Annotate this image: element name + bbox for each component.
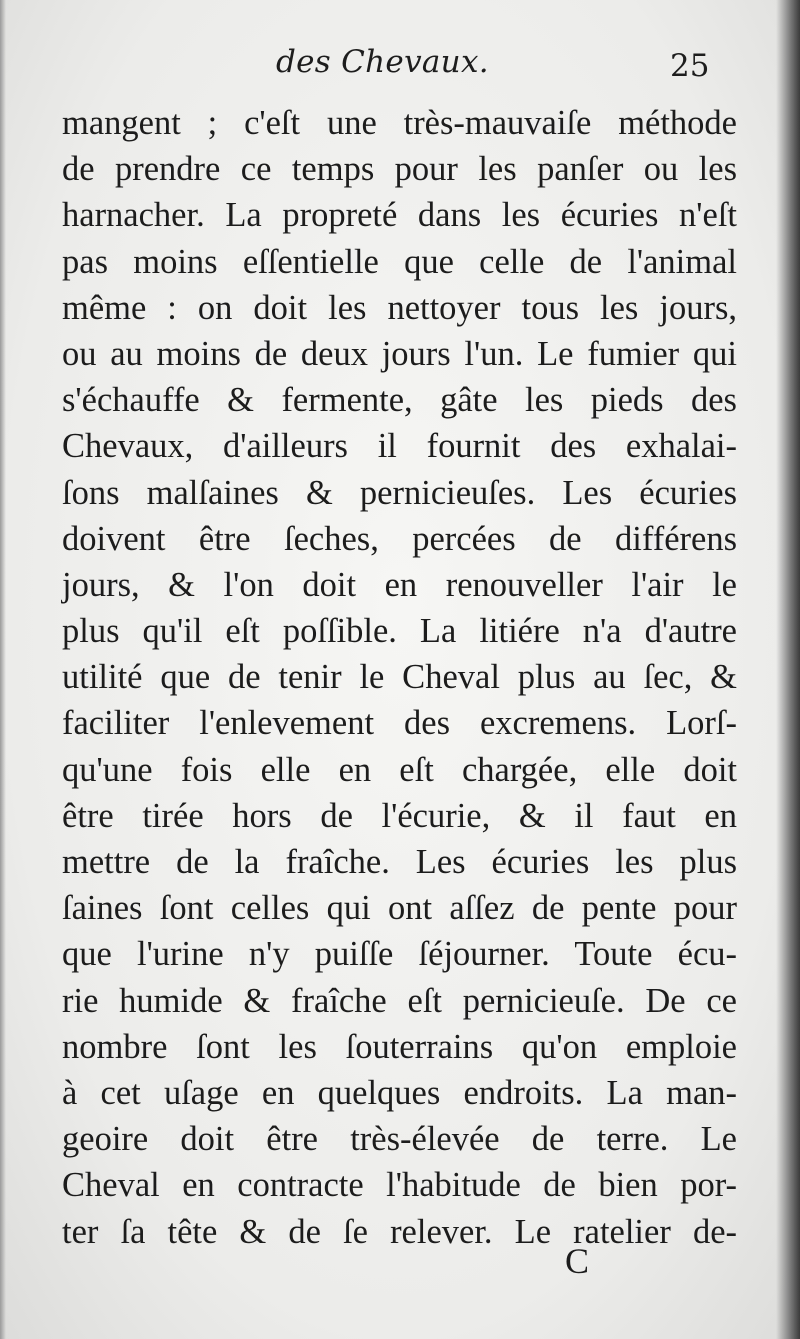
text-line: nombre ſont les ſouterrains qu'on emploie	[62, 1027, 737, 1066]
text-line: ou au moins de deux jours l'un. Le fumier qui	[62, 334, 737, 373]
text-line: harnacher. La propreté dans les écuries n'eſt	[62, 196, 737, 235]
text-line: geoire doit être très-élevée de terre. Le	[62, 1120, 737, 1159]
text-line: plus qu'il eſt poſſible. La litiére n'a d'autre	[62, 612, 737, 651]
text-line: rie humide & fraîche eſt pernicieuſe. De ce	[62, 981, 737, 1020]
text-line: de prendre ce temps pour les panſer ou les	[62, 150, 737, 189]
text-line: à cet uſage en quelques endroits. La man-	[62, 1073, 737, 1112]
text-line: ſons malſaines & pernicieuſes. Les écuries	[62, 473, 737, 512]
text-line: jours, & l'on doit en renouveller l'air le	[62, 565, 737, 604]
text-line: ter ſa tête & de ſe relever. Le ratelier de-	[62, 1212, 737, 1251]
text-line: que l'urine n'y puiſſe ſéjourner. Toute écu-	[62, 935, 737, 974]
text-line: qu'une fois elle en eſt chargée, elle doit	[62, 750, 737, 789]
page-binding-shadow	[776, 0, 800, 1339]
text-line: pas moins eſſentielle que celle de l'animal	[62, 242, 737, 281]
text-line: ſaines ſont celles qui ont aſſez de pente pour	[62, 889, 737, 928]
text-line: doivent être ſeches, percées de différens	[62, 519, 737, 558]
text-line: être tirée hors de l'écurie, & il faut en	[62, 796, 737, 835]
running-title: des Chevaux.	[276, 44, 489, 80]
body-text	[62, 100, 737, 1255]
signature-mark: C	[565, 1241, 590, 1281]
text-line: s'échauffe & fermente, gâte les pieds des	[62, 381, 737, 420]
text-line: mangent ; c'eſt une très-mauvaiſe méthode	[62, 104, 737, 142]
page-number: 25	[670, 48, 710, 84]
page-left-edge	[0, 0, 6, 1339]
text-line: mettre de la fraîche. Les écuries les plus	[62, 843, 737, 881]
text-line: Chevaux, d'ailleurs il fournit des exhalai-	[62, 427, 737, 466]
text-line: même : on doit les nettoyer tous les jours,	[62, 288, 737, 327]
text-line: Cheval en contracte l'habitude de bien por-	[62, 1166, 737, 1205]
text-line: utilité que de tenir le Cheval plus au ſec, &	[62, 658, 737, 697]
text-line: faciliter l'enlevement des excremens. Lorſ-	[62, 704, 737, 743]
page-header	[0, 44, 800, 94]
